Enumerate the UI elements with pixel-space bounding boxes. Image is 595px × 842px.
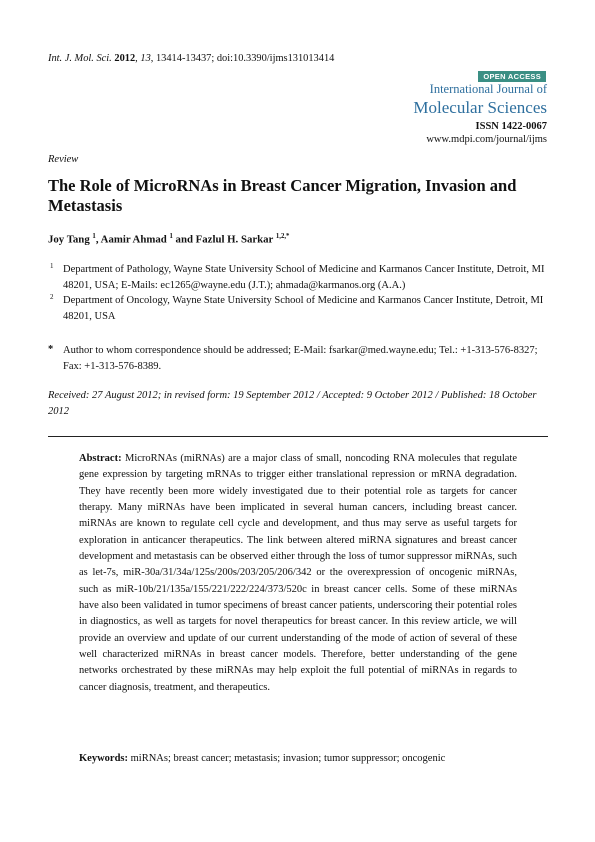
author-name: Aamir Ahmad — [100, 233, 167, 246]
keywords-label: Keywords: — [79, 753, 128, 764]
author-sup: 1 — [92, 233, 96, 240]
citation-line: Int. J. Mol. Sci. 2012, 13, 13414-13437; doi:10.3390/ijms131013414 — [48, 53, 335, 64]
keywords-text: miRNAs; breast cancer; metastasis; invasion; tumor suppressor; oncogenic — [130, 753, 446, 764]
journal-url[interactable]: www.mdpi.com/journal/ijms — [426, 134, 547, 145]
affiliation-1: Department of Pathology, Wayne State University School of Medicine and Karmanos Cancer Institute, Detroit, MI 48201, USA; E-Mails: ec1265@wayne.edu (J.T.); ahmada@karmanos.org (A.A.) — [63, 264, 545, 291]
author-sup: 1 — [169, 233, 173, 240]
abstract-label: Abstract: — [79, 453, 122, 464]
article-title: The Role of MicroRNAs in Breast Cancer Migration, Invasion and Metastasis — [48, 176, 517, 215]
author-name: Joy Tang — [48, 233, 90, 246]
abstract-text: MicroRNAs (miRNAs) are a major class of small, noncoding RNA molecules that regulate gene expression by targeting mRNAs to trigger either translational repression or mRNA degradation. They have recently been more widely investigated due to their potential role as targets for cancer therapy. Many miRNAs have been implicated in several human cancers, including breast cancer. miRNAs are known to regulate cell cycle and development, and thus may serve as useful targets for exploration in anticancer therapeutics. The link between altered miRNA signatures and breast cancer development and metastasis can be observed either through the loss of tumor suppressor miRNAs, such as let-7s, miR-30a/31/34a/125s/200s/203/205/206/342 or the overexpression of oncogenic miRNAs, such as miR-10b/21/135a/155/221/222/224/373/520c in breast cancer cells. Some of these miRNAs have also been validated in tumor specimens of breast cancer patients, underscoring their potential roles in diagnostics, as well as targets for novel therapeutics for breast cancer. In this review article, we will provide an overview and update of our current understanding of the mode of action of several of these well characterized miRNAs in breast cancer models. Therefore, better understanding of the gene networks orchestrated by these miRNAs may help exploit the full potential of miRNAs in regards to cancer diagnosis, treatment, and therapeutics. — [79, 453, 517, 693]
affiliation-number: 1 — [50, 262, 54, 270]
author-list — [48, 233, 289, 246]
divider — [48, 436, 548, 437]
open-access-badge: OPEN ACCESS — [478, 71, 546, 82]
citation-journal: Int. J. Mol. Sci. — [48, 53, 112, 64]
journal-name-line2: Molecular Sciences — [413, 98, 547, 117]
keywords — [79, 753, 517, 764]
author-separator: , — [95, 233, 101, 246]
affiliation-2: Department of Oncology, Wayne State University School of Medicine and Karmanos Cancer Institute, Detroit, MI 48201, USA — [63, 295, 544, 322]
correspondence: Author to whom correspondence should be addressed; E-Mail: fsarkar@med.wayne.edu; Tel.: +1-313-576-8327; Fax: +1-313-576-8389. — [63, 345, 538, 372]
article-type: Review — [48, 154, 79, 165]
abstract — [79, 451, 517, 696]
citation-year: 2012 — [114, 53, 136, 64]
issn: ISSN 1422-0067 — [475, 121, 547, 132]
citation-rest: , 13414-13437; doi:10.3390/ijms131013414 — [150, 53, 335, 64]
citation-volume: 13 — [140, 53, 151, 64]
author-name: Fazlul H. Sarkar — [195, 233, 274, 246]
correspondence-star: * — [48, 344, 54, 355]
author-sup: 1,2,* — [275, 233, 290, 240]
journal-name-line1: International Journal of — [429, 82, 547, 96]
publication-dates: Received: 27 August 2012; in revised form: 19 September 2012 / Accepted: 9 October 2012 / Published: 18 October 2012 — [48, 390, 537, 417]
author-separator: and — [172, 233, 196, 246]
affiliation-number: 2 — [50, 293, 54, 301]
